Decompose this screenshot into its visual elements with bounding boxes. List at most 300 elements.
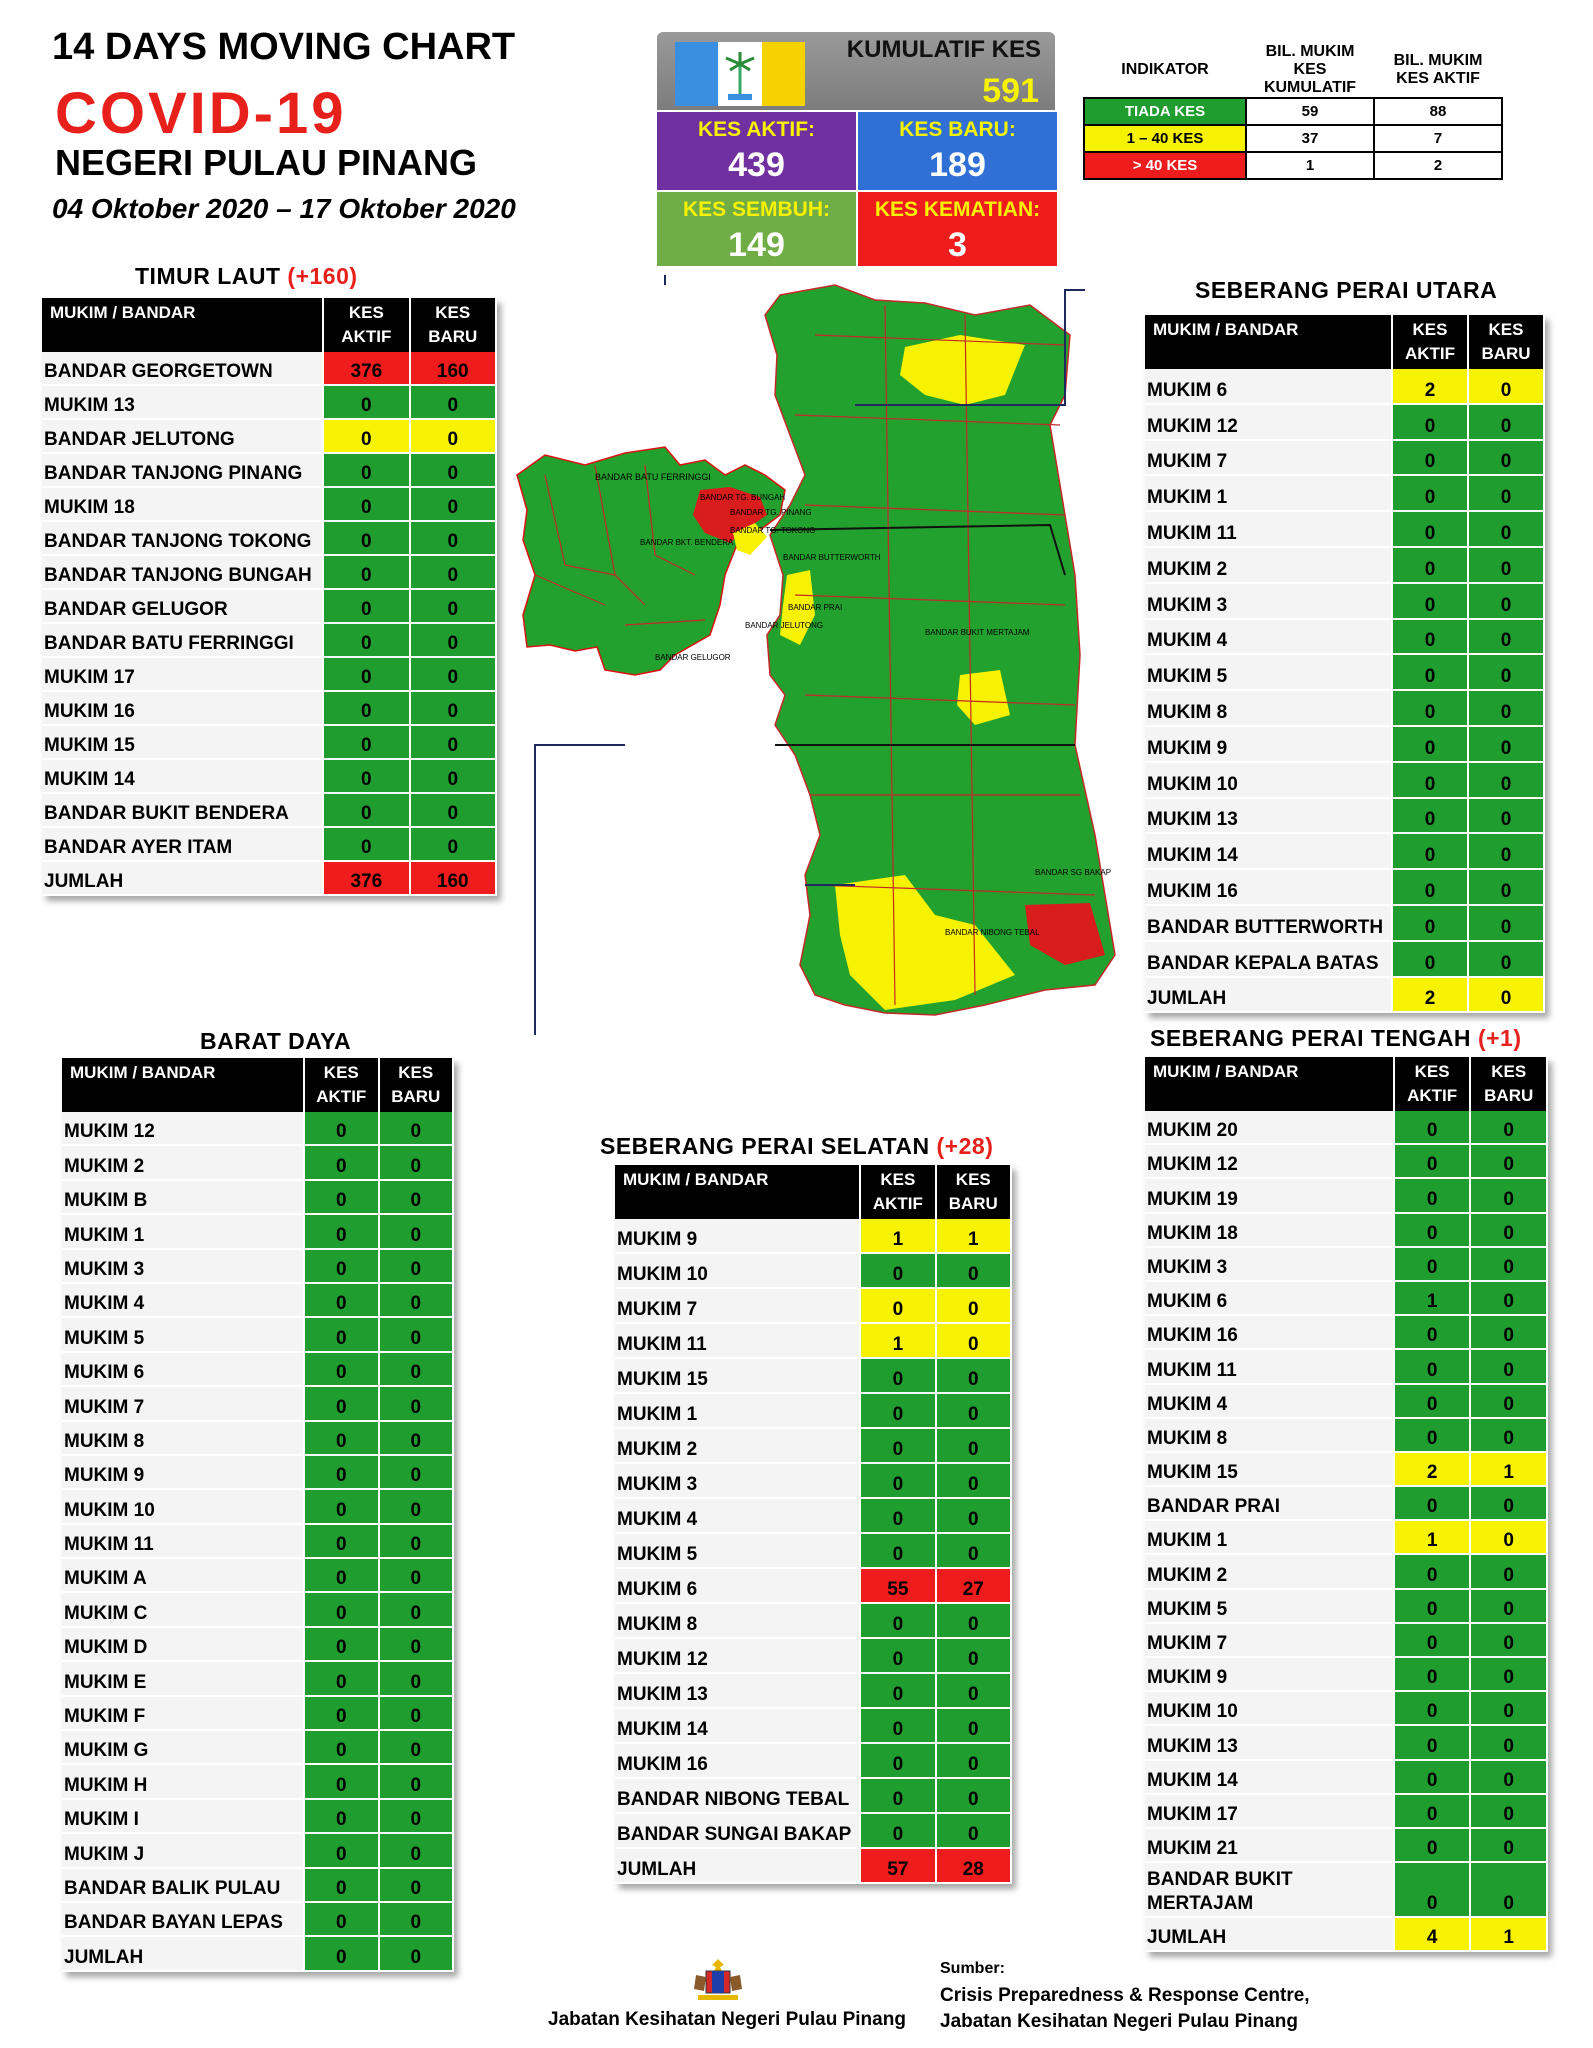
kes-baru-cell: 0 [380,1422,454,1456]
kes-aktif-cell: 0 [1395,1658,1472,1692]
kes-aktif-cell: 0 [861,1429,936,1464]
kes-aktif-cell: 0 [1395,1111,1472,1145]
map-label-butterworth: BANDAR BUTTERWORTH [783,553,881,562]
kes-baru-cell: 0 [380,1318,454,1352]
kes-baru-cell: 0 [1471,1179,1548,1213]
table-row [1145,369,1545,405]
col-header-baru: KES BARU [1471,1057,1548,1111]
kes-aktif-cell: 0 [1393,691,1469,727]
table-row [42,454,497,488]
table-row [1145,1692,1548,1726]
kes-baru-cell: 0 [411,692,497,726]
kes-aktif-cell: 0 [1395,1761,1472,1795]
kes-baru-cell: 0 [380,1593,454,1627]
mukim-name: MUKIM 16 [1145,1316,1395,1350]
legend-value: 37 [1246,125,1374,152]
kes-baru-cell: 0 [937,1324,1012,1359]
table-total-row [42,862,497,896]
kes-baru-cell: 0 [380,1697,454,1731]
mukim-name: MUKIM 12 [1145,405,1393,441]
table-row [1145,1487,1548,1521]
kes-baru-cell: 0 [1471,1692,1548,1726]
section-title-spu [1195,277,1497,304]
kes-baru-cell: 0 [1469,476,1545,512]
kes-baru-cell: 0 [411,828,497,862]
table-row [1145,691,1545,727]
kes-aktif-cell: 0 [1395,1419,1472,1453]
legend-label-over-40: > 40 KES [1084,152,1246,179]
kes-baru-cell: 0 [380,1628,454,1662]
kes-baru-cell: 0 [380,1559,454,1593]
mukim-name: MUKIM 15 [615,1359,861,1394]
legend-value: 2 [1374,152,1502,179]
kes-aktif-cell: 0 [305,1559,379,1593]
kes-aktif-cell: 0 [324,726,410,760]
table-header-row [62,1058,454,1112]
kes-baru-cell: 0 [1471,1795,1548,1829]
table-row [1145,548,1545,584]
kes-baru-cell: 0 [1469,906,1545,942]
kes-aktif-cell: 0 [1393,548,1469,584]
kes-baru-cell: 0 [937,1254,1012,1289]
kes-aktif-cell: 0 [305,1937,379,1971]
kes-baru-cell: 0 [380,1937,454,1971]
kes-aktif-cell: 0 [305,1662,379,1696]
legend-value: 1 [1246,152,1374,179]
kes-baru-cell: 0 [380,1800,454,1834]
table-row [1145,1385,1548,1419]
table-row [42,726,497,760]
mukim-name: BANDAR AYER ITAM [42,828,324,862]
table-row [615,1709,1012,1744]
table-row [615,1219,1012,1254]
table-row [62,1525,454,1559]
mukim-name: MUKIM 1 [1145,476,1393,512]
mukim-name: MUKIM 5 [615,1534,861,1569]
kes-aktif-cell: 0 [305,1284,379,1318]
penang-flag [675,42,805,106]
penang-map [505,275,1125,1035]
kes-aktif-cell: 0 [861,1744,936,1779]
table-row [1145,1658,1548,1692]
kes-aktif-cell: 57 [861,1849,936,1884]
table-row [615,1779,1012,1814]
kes-aktif-cell: 0 [305,1422,379,1456]
kes-aktif-cell: 0 [1393,655,1469,691]
kes-baru-cell: 0 [1471,1590,1548,1624]
mukim-name: MUKIM 3 [615,1464,861,1499]
mukim-name: MUKIM 6 [1145,1282,1395,1316]
table-row [1145,1111,1548,1145]
date-range: 04 Oktober 2020 – 17 Oktober 2020 [52,193,516,224]
mukim-name: MUKIM 7 [62,1387,305,1421]
kes-aktif-cell: 376 [324,352,410,386]
kes-aktif-cell: 0 [1395,1487,1472,1521]
total-label: JUMLAH [42,862,324,896]
kes-baru-cell: 0 [1469,584,1545,620]
mukim-name: MUKIM 18 [1145,1214,1395,1248]
kes-aktif-cell: 1 [861,1324,936,1359]
kes-baru-cell: 0 [937,1779,1012,1814]
map-label-prai: BANDAR PRAI [788,603,843,612]
table-row [1145,1829,1548,1863]
kes-aktif-cell: 0 [1395,1692,1472,1726]
kes-baru-cell: 0 [937,1709,1012,1744]
section-name: SEBERANG PERAI TENGAH [1150,1025,1472,1051]
kes-baru-cell: 0 [1471,1385,1548,1419]
kes-baru-cell: 0 [1471,1521,1548,1555]
section-plus: (+1) [1477,1025,1522,1051]
mukim-name: MUKIM 15 [1145,1453,1395,1487]
table-row [62,1765,454,1799]
mukim-name: MUKIM J [62,1834,305,1868]
mukim-name: MUKIM I [62,1800,305,1834]
kes-aktif-cell: 0 [1393,620,1469,656]
legend-table [1083,43,1503,180]
kes-aktif-cell: 0 [305,1765,379,1799]
table-row [1145,1795,1548,1829]
kes-baru-cell: 0 [937,1639,1012,1674]
kes-aktif-cell: 0 [305,1387,379,1421]
table-row [615,1674,1012,1709]
table-row [615,1464,1012,1499]
kes-baru-cell: 0 [1469,441,1545,477]
table-spt [1145,1057,1548,1952]
table-row [1145,441,1545,477]
mukim-name: MUKIM H [62,1765,305,1799]
table-total-row [1145,978,1545,1014]
kes-baru-cell: 160 [411,352,497,386]
mukim-name: MUKIM 9 [1145,727,1393,763]
kes-aktif-cell: 0 [861,1709,936,1744]
kes-aktif-cell: 0 [324,488,410,522]
table-total-row [1145,1918,1548,1952]
table-row [615,1814,1012,1849]
mukim-name: MUKIM 9 [1145,1658,1395,1692]
mukim-name: MUKIM 10 [1145,763,1393,799]
table-row [1145,1726,1548,1760]
table-row [62,1869,454,1903]
kes-kematian-value: 3 [948,226,967,264]
kes-aktif-cell: 0 [324,522,410,556]
kes-baru-cell: 0 [1471,1863,1548,1918]
mukim-name: MUKIM 14 [1145,834,1393,870]
section-plus: (+160) [287,263,358,289]
kes-baru-cell: 0 [411,760,497,794]
table-row [62,1387,454,1421]
kes-aktif-cell: 0 [861,1359,936,1394]
kes-aktif-cell: 0 [1395,1590,1472,1624]
mukim-name: MUKIM 2 [1145,548,1393,584]
kes-aktif-cell: 0 [1393,476,1469,512]
mukim-name: MUKIM 14 [1145,1761,1395,1795]
table-row [615,1499,1012,1534]
table-row [1145,870,1545,906]
kes-baru-cell: 0 [1469,870,1545,906]
mukim-name: MUKIM 11 [1145,1350,1395,1384]
mukim-name: MUKIM 4 [1145,620,1393,656]
kes-baru-cell: 0 [1469,405,1545,441]
table-row [62,1215,454,1249]
section-title-barat-daya [200,1028,351,1055]
kes-aktif-cell: 0 [324,794,410,828]
footer-source-line2: Jabatan Kesihatan Negeri Pulau Pinang [940,2011,1298,2032]
kes-baru-label: KES BARU: [899,118,1016,141]
kes-aktif-cell: 0 [861,1289,936,1324]
kes-sembuh-value: 149 [728,226,785,264]
kes-aktif-cell: 0 [861,1394,936,1429]
kes-baru-cell: 0 [937,1674,1012,1709]
map-label-sg-bakap: BANDAR SG BAKAP [1035,868,1112,877]
table-row [1145,1316,1548,1350]
kes-aktif-cell: 0 [1395,1179,1472,1213]
mukim-name: BANDAR JELUTONG [42,420,324,454]
kes-baru-cell: 0 [1471,1111,1548,1145]
kes-aktif-cell: 0 [324,556,410,590]
mukim-name: MUKIM 1 [1145,1521,1395,1555]
kes-aktif-cell: 1 [1395,1521,1472,1555]
mukim-name: MUKIM 11 [615,1324,861,1359]
kes-aktif-cell: 55 [861,1569,936,1604]
kes-baru-cell: 0 [1469,799,1545,835]
kes-aktif-cell: 0 [305,1112,379,1146]
mukim-name: MUKIM 9 [62,1456,305,1490]
table-row [42,590,497,624]
map-label-gelugor: BANDAR GELUGOR [655,653,731,662]
table-row [615,1569,1012,1604]
table-row [1145,1419,1548,1453]
kes-aktif-cell: 0 [305,1525,379,1559]
legend-label-1-40: 1 – 40 KES [1084,125,1246,152]
footer-source-label: Sumber: [940,1960,1005,1977]
table-row [615,1429,1012,1464]
kes-baru-cell: 0 [411,794,497,828]
kes-aktif-cell: 1 [861,1219,936,1254]
kes-baru-cell: 0 [1471,1726,1548,1760]
kes-baru-cell: 0 [1471,1350,1548,1384]
mukim-name: MUKIM 2 [615,1429,861,1464]
table-row [62,1731,454,1765]
table-row [615,1289,1012,1324]
mukim-name: BANDAR BUTTERWORTH [1145,906,1393,942]
section-title-sps [600,1133,993,1160]
map-label-tg-tokong: BANDAR TG. TOKONG [730,526,816,535]
kes-aktif-cell: 0 [1393,512,1469,548]
table-row [1145,1453,1548,1487]
kes-aktif-cell: 0 [1393,870,1469,906]
mukim-name: MUKIM 19 [1145,1179,1395,1213]
mukim-name: MUKIM 14 [615,1709,861,1744]
mukim-name: MUKIM 5 [62,1318,305,1352]
kes-aktif-cell: 0 [305,1834,379,1868]
kes-baru-cell: 0 [380,1834,454,1868]
table-row [62,1490,454,1524]
kes-baru-cell: 0 [1469,834,1545,870]
kes-sembuh-label: KES SEMBUH: [682,198,830,221]
table-row [1145,1624,1548,1658]
kes-aktif-value: 439 [728,146,785,184]
col-header-aktif: KES AKTIF [1393,315,1469,369]
legend-col-aktif: BIL. MUKIM KES AKTIF [1393,52,1483,87]
mukim-name: MUKIM 11 [62,1525,305,1559]
section-name: BARAT DAYA [200,1028,352,1054]
table-row [1145,763,1545,799]
mukim-name: MUKIM D [62,1628,305,1662]
table-row [42,658,497,692]
mukim-name: MUKIM 13 [1145,1726,1395,1760]
mukim-name: MUKIM 11 [1145,512,1393,548]
map-label-nibong-tebal: BANDAR NIBONG TEBAL [945,928,1040,937]
table-row [42,828,497,862]
kes-baru-cell: 0 [1471,1487,1548,1521]
kes-baru-cell: 0 [937,1499,1012,1534]
kes-aktif-cell: 0 [1393,584,1469,620]
kes-baru-cell: 0 [1471,1419,1548,1453]
kes-aktif-cell: 0 [305,1215,379,1249]
kes-baru-cell: 0 [380,1387,454,1421]
kes-baru-cell: 0 [411,454,497,488]
kes-aktif-cell: 0 [324,760,410,794]
table-row [42,624,497,658]
kes-aktif-cell: 0 [305,1181,379,1215]
table-row [615,1534,1012,1569]
kes-aktif-cell: 0 [1395,1350,1472,1384]
kes-aktif-cell: 0 [305,1593,379,1627]
kes-aktif-cell: 0 [324,386,410,420]
kumulatif-label: KUMULATIF KES [846,36,1041,63]
table-row [62,1456,454,1490]
mukim-name: MUKIM 5 [1145,655,1393,691]
mukim-name: MUKIM 2 [62,1146,305,1180]
kes-aktif-cell: 0 [305,1903,379,1937]
table-row [1145,1214,1548,1248]
kes-aktif-cell: 0 [861,1499,936,1534]
mukim-name: MUKIM 12 [62,1112,305,1146]
table-row [1145,942,1545,978]
col-header-name: MUKIM / BANDAR [42,298,324,352]
table-row [62,1662,454,1696]
mukim-name: MUKIM 13 [42,386,324,420]
kes-baru-cell: 1 [1471,1918,1548,1952]
kes-aktif-cell: 2 [1393,978,1469,1014]
kes-aktif-cell: 0 [305,1800,379,1834]
section-title-timur-laut [135,263,358,290]
kes-aktif-cell: 0 [305,1318,379,1352]
table-row [1145,512,1545,548]
kes-baru-cell: 0 [1469,691,1545,727]
map-label-tg-pinang: BANDAR TG. PINANG [730,508,812,517]
kes-aktif-cell: 0 [324,590,410,624]
table-row [1145,1145,1548,1179]
table-header-row [1145,1057,1548,1111]
mukim-name: MUKIM G [62,1731,305,1765]
kes-baru-cell: 0 [1469,655,1545,691]
legend-col-indikator: INDIKATOR [1121,61,1209,78]
total-label: JUMLAH [1145,978,1393,1014]
kes-baru-cell: 0 [380,1181,454,1215]
kes-baru-box [856,110,1059,192]
kes-baru-cell: 0 [380,1353,454,1387]
mukim-name: BANDAR BUKIT BENDERA [42,794,324,828]
footer-department: Jabatan Kesihatan Negeri Pulau Pinang [548,2009,906,2030]
kes-baru-cell: 0 [937,1744,1012,1779]
table-row [1145,584,1545,620]
kes-aktif-cell: 0 [1395,1795,1472,1829]
kes-aktif-cell: 0 [1395,1624,1472,1658]
mukim-name: BANDAR BALIK PULAU [62,1869,305,1903]
kes-aktif-cell: 376 [324,862,410,896]
mukim-name: BANDAR NIBONG TEBAL [615,1779,861,1814]
map-label-batu-ferringgi: BANDAR BATU FERRINGGI [595,472,711,482]
col-header-name: MUKIM / BANDAR [62,1058,305,1112]
mukim-name: MUKIM 18 [42,488,324,522]
kes-aktif-cell: 2 [1395,1453,1472,1487]
mukim-name: MUKIM 13 [1145,799,1393,835]
col-header-baru: KES BARU [937,1165,1012,1219]
kes-aktif-cell: 0 [1393,441,1469,477]
mukim-name: BANDAR BAYAN LEPAS [62,1903,305,1937]
kes-baru-cell: 0 [380,1765,454,1799]
mukim-name: MUKIM 16 [615,1744,861,1779]
mukim-name: MUKIM 17 [1145,1795,1395,1829]
col-header-aktif: KES AKTIF [861,1165,936,1219]
chart-heading: 14 DAYS MOVING CHART [52,26,516,68]
kes-aktif-cell: 0 [861,1534,936,1569]
kes-aktif-cell: 0 [861,1464,936,1499]
table-timur-laut [42,298,497,896]
col-header-aktif: KES AKTIF [305,1058,379,1112]
kes-aktif-cell: 0 [1393,763,1469,799]
table-row [615,1394,1012,1429]
kes-aktif-cell: 0 [305,1869,379,1903]
kes-baru-cell: 0 [380,1903,454,1937]
table-row [615,1254,1012,1289]
kes-baru-cell: 160 [411,862,497,896]
kumulatif-value: 591 [982,72,1039,110]
kes-baru-cell: 0 [1471,1658,1548,1692]
kes-aktif-cell: 0 [1395,1248,1472,1282]
kes-aktif-cell: 0 [861,1639,936,1674]
col-header-name: MUKIM / BANDAR [1145,315,1393,369]
kes-aktif-cell: 0 [861,1604,936,1639]
kes-aktif-cell: 0 [305,1146,379,1180]
mukim-name: MUKIM 12 [615,1639,861,1674]
legend-label-tiada: TIADA KES [1084,98,1246,125]
table-row [62,1834,454,1868]
mukim-name: MUKIM 14 [42,760,324,794]
table-row [615,1359,1012,1394]
mukim-name: MUKIM F [62,1697,305,1731]
mukim-name: BANDAR GEORGETOWN [42,352,324,386]
kes-aktif-cell: 0 [1395,1145,1472,1179]
section-name: TIMUR LAUT [135,263,281,289]
kes-baru-cell: 0 [937,1814,1012,1849]
mukim-name: MUKIM 10 [1145,1692,1395,1726]
legend-value: 88 [1374,98,1502,125]
table-row [1145,1282,1548,1316]
col-header-aktif: KES AKTIF [324,298,410,352]
mukim-name: MUKIM 7 [1145,441,1393,477]
kes-baru-cell: 0 [411,556,497,590]
table-row [62,1559,454,1593]
kes-baru-cell: 0 [1469,620,1545,656]
mukim-name: MUKIM 20 [1145,1111,1395,1145]
table-spu [1145,315,1545,1013]
kes-baru-cell: 0 [1469,512,1545,548]
kes-baru-cell: 0 [380,1525,454,1559]
total-label: JUMLAH [62,1937,305,1971]
section-plus: (+28) [936,1133,994,1159]
